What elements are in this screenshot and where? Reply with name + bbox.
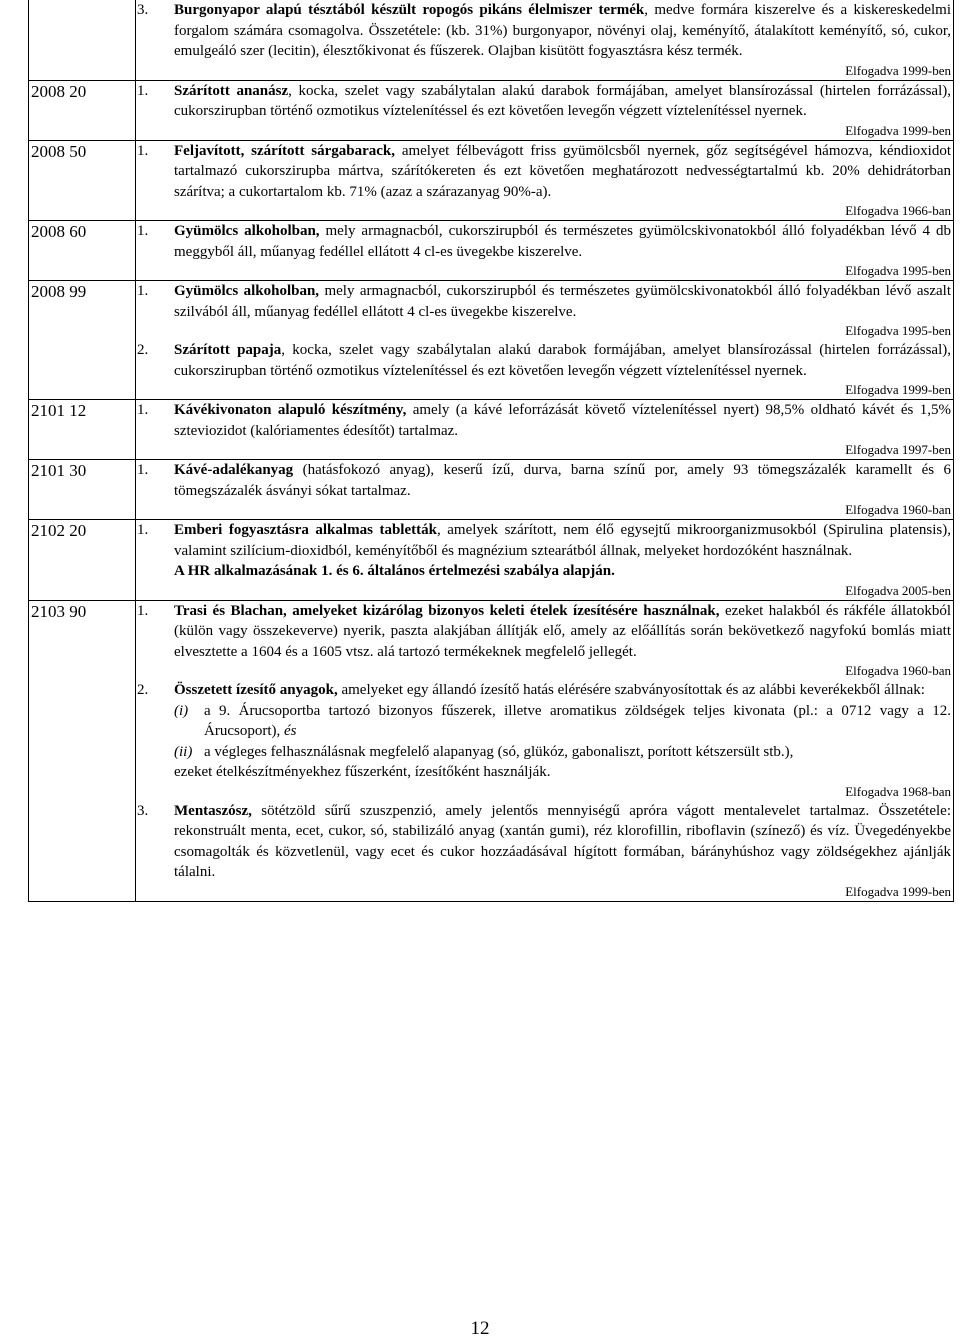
acceptance-note: Elfogadva 1968-ban — [845, 783, 951, 799]
tariff-group — [29, 400, 953, 460]
item-number: 2. — [137, 682, 149, 698]
item-number: 1. — [137, 522, 149, 538]
item-text: amely (a kávé leforrázását követő víztelenítéssel nyert) 98,5% oldható kávét és 1,5% szteviozidot (kalóriamentes édesítőt) tartalmaz. — [174, 402, 951, 439]
acceptance-note: Elfogadva 1995-ben — [845, 263, 951, 278]
item-number: 3. — [137, 802, 149, 819]
tariff-item — [137, 221, 953, 280]
item-text: , kocka, szelet vagy szabálytalan alakú darabok formájában, amelyet blansírozással (hirtelen forrázással), cukorszirupban történő ozmotikus víztelenítéssel és ezt követően levegőn végzett víztelenítéssel nyernek. — [174, 82, 951, 119]
tariff-group — [29, 460, 953, 520]
sub-item — [174, 742, 951, 763]
page-number: 12 — [470, 1318, 490, 1339]
acceptance-note: Elfogadva 1999-ben — [845, 883, 951, 899]
item-description — [174, 601, 951, 663]
item-title: Gyümölcs alkoholban, — [174, 223, 320, 239]
item-text: ezeket halakból és rákféle állatokból (külön vagy összekeverve) nyerik, paszta alakjában állítják elő, amely az előállítás során bekövetkező nagyfokú bomlás miatt elvesztette a 1604 és a 1605 vtsz. alá tartozó termékeknek megfelelő jellegét. — [174, 602, 951, 660]
tariff-group — [29, 0, 953, 81]
tariff-group — [29, 520, 953, 601]
column-divider — [135, 601, 136, 901]
sub-item-label: (i) — [174, 702, 189, 719]
tariff-item — [137, 81, 953, 140]
item-number: 1. — [137, 82, 149, 99]
item-description — [174, 520, 951, 561]
item-description — [174, 281, 951, 322]
item-number: 1. — [137, 402, 149, 418]
item-description — [174, 460, 951, 501]
sub-item-label: (ii) — [174, 743, 193, 760]
acceptance-note: Elfogadva 1997-ben — [845, 442, 951, 457]
tariff-item — [137, 520, 953, 600]
acceptance-note: Elfogadva 1966-ban — [845, 203, 951, 218]
item-number: 1. — [137, 283, 149, 299]
item-title: Gyümölcs alkoholban, — [174, 283, 320, 299]
item-number: 1. — [137, 602, 149, 619]
sub-item-text — [204, 701, 951, 742]
tariff-code: 2008 20 — [31, 81, 87, 101]
legal-basis-note: A HR alkalmazásának 1. és 6. általános értelmezési szabálya alapján. — [174, 563, 615, 579]
item-description — [174, 400, 951, 441]
item-description — [174, 0, 951, 62]
tariff-item — [137, 340, 953, 399]
tariff-group — [29, 221, 953, 281]
tariff-code: 2101 30 — [31, 461, 87, 480]
item-text: , kocka, szelet vagy szabálytalan alakú darabok formájában, amelyet blansírozással (hirtelen forrázással), cukorszirupban történő ozmotikus víztelenítéssel és ezt követően levegőn végzett víztelenítéssel nyernek. — [174, 342, 951, 379]
item-title: Összetett ízesítő anyagok, — [174, 682, 338, 698]
item-text: sötétzöld sűrű szuszpenzió, amely jelentős mennyiségű apróra vágott mentalevelet tartalmaz. Összetétele: rekonstruált menta, ecet, cukor, só, stabilizáló anyag (xantán gumi), réz klorofillin, riboflavin (színező) és víz. Üvegedényekbe csomagolták és közvetlenül, vagy ecet és cukor hozzáadásával hígított formában, bárányhúshoz vagy zöldségekhez ajánlják tálalni. — [174, 802, 951, 880]
item-title: Szárított ananász — [174, 82, 289, 99]
item-number: 1. — [137, 142, 149, 159]
tariff-item — [137, 601, 953, 681]
item-description — [174, 221, 951, 262]
item-text: (hatásfokozó anyag), keserű ízű, durva, barna színű por, amely 93 tömegszázalék karamellt és 6 tömegszázalék ásványi sókat tartalmaz. — [174, 462, 951, 499]
item-description — [174, 340, 951, 381]
tariff-item — [137, 0, 953, 80]
item-number: 1. — [137, 462, 149, 478]
item-text: amelyeket egy állandó ízesítő hatás elérésére szabványosítottak és az alábbi keverékekből állnak: — [337, 682, 925, 698]
tariff-code: 2103 90 — [31, 601, 87, 621]
tariff-item — [137, 281, 953, 340]
tariff-code: 2008 99 — [31, 282, 87, 301]
item-title: Emberi fogyasztásra alkalmas tabletták — [174, 522, 437, 538]
tariff-group — [29, 141, 953, 222]
item-text: amelyet félbevágott friss gyümölcsből nyernek, gőz segítségével hámozva, kéndioxidot tartalmazó cukorszirupba mártva, szárítókereten és ezt követően meghatározott nedvességtartalmú kb. 20% dehidrátorban szárítva; a cukortartalom kb. 71% (azaz a szárazanyag 90%-a). — [174, 142, 952, 200]
tariff-code: 2102 20 — [31, 521, 87, 540]
item-title: Feljavított, szárított sárgabarack, — [174, 142, 396, 159]
item-title: Kávékivonaton alapuló készítmény, — [174, 402, 407, 418]
tariff-group — [29, 81, 953, 141]
item-number: 2. — [137, 342, 149, 358]
item-title: Szárított papaja — [174, 342, 282, 358]
item-number: 3. — [137, 2, 149, 18]
item-text: , amelyek szárított, nem élő egysejtű mikroorganizmusokból (Spirulina platensis), valamint szilícium-dioxidból, keményítőből és magnézium sztearátból állnak, melyeket hordozóként használnak. — [174, 522, 951, 559]
sub-item — [174, 701, 951, 742]
column-divider — [135, 0, 136, 80]
item-text: , medve formára kiszerelve és a kiskereskedelmi forgalom számára csomagolva. Összetétele: (kb. 31%) burgonyapor, növényi olaj, keményítő, átalakított keményítő, só, cukor, emulgeáló szer (lecitin), élesztőkivonat és fűszerek. Olajban kisütött fogyasztásra kész termék. — [174, 2, 951, 59]
acceptance-note: Elfogadva 1999-ben — [845, 62, 951, 78]
acceptance-note: Elfogadva 1995-ben — [845, 323, 951, 338]
sub-item-body: a végleges felhasználásnak megfelelő alapanyag (só, glükóz, gabonaliszt, porított kétszersült stb.), — [204, 743, 794, 760]
item-title: Mentaszósz, — [174, 802, 252, 819]
item-text: mely armagnacból, cukorszirupból és természetes gyümölcskivonatokból álló folyadékban lévő 4 db meggyből áll, műanyag fedéllel ellátott 4 cl-es üvegekbe kiszerelve. — [174, 223, 951, 260]
sub-item-conjunction: és — [283, 723, 297, 739]
tariff-code: 2008 60 — [31, 222, 87, 241]
acceptance-note: Elfogadva 1999-ben — [845, 122, 951, 138]
item-description — [174, 801, 951, 883]
tariff-code: 2101 12 — [31, 401, 87, 420]
item-text-continued: ezeket ételkészítményekhez fűszerként, ízesítőként használják. — [174, 764, 551, 780]
item-title: Trasi és Blachan, amelyeket kizárólag bizonyos keleti ételek ízesítésére használnak, — [174, 602, 720, 619]
item-description — [174, 141, 951, 203]
tariff-item — [137, 680, 953, 801]
item-text: mely armagnacból, cukorszirupból és természetes gyümölcskivonatokból álló folyadékban lévő aszalt szilvából áll, műanyag fedéllel ellátott 4 cl-es üvegekbe kiszerelve. — [174, 283, 951, 320]
acceptance-note: Elfogadva 1960-ban — [845, 663, 951, 678]
sub-item-body: a 9. Árucsoportba tartozó bizonyos fűszerek, illetve aromatikus zöldségek teljes kivonata (pl.: a 0712 vagy a 12. Árucsoport), — [204, 702, 951, 739]
tariff-table — [28, 0, 954, 902]
acceptance-note: Elfogadva 1960-ban — [845, 502, 951, 517]
item-number: 1. — [137, 223, 149, 239]
acceptance-note: Elfogadva 1999-ben — [845, 382, 951, 397]
tariff-item — [137, 460, 953, 519]
item-title: Burgonyapor alapú tésztából készült ropogós pikáns élelmiszer termék — [174, 2, 645, 18]
tariff-code: 2008 50 — [31, 141, 87, 161]
tariff-item — [137, 400, 953, 459]
tariff-item — [137, 801, 953, 901]
tariff-group — [29, 601, 953, 902]
item-description — [174, 81, 951, 122]
acceptance-note: Elfogadva 2005-ben — [845, 582, 951, 598]
item-title: Kávé-adalékanyag — [174, 462, 294, 478]
sub-item-text — [204, 742, 951, 763]
tariff-item — [137, 141, 953, 221]
item-description — [174, 680, 951, 701]
tariff-group — [29, 281, 953, 400]
